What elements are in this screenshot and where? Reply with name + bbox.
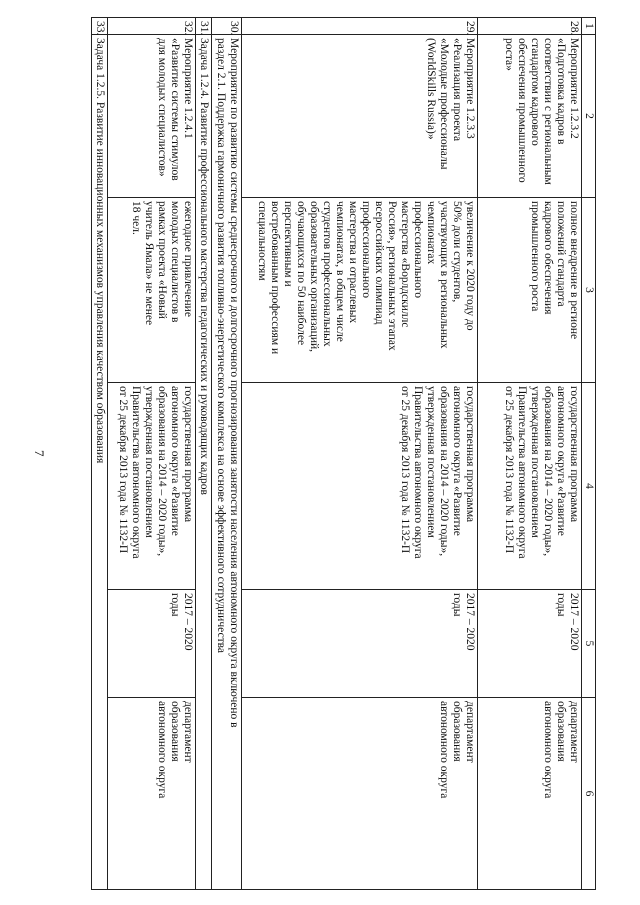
table-row: [108, 18, 196, 890]
expected-result: увеличение к 2020 году до 50% доли студентов, участвующих в региональных чемпионатах профессионального мастерства «Ворлдскиллс Россия», региональных этапах всероссийских олимпиад профессионального мастерства и отраслевых чемпионатах, в общем числе студентов профессиональных образовательных организаций, обучающихся по 50 наиболее перспективным и востребованным профессиям и специальностям: [242, 198, 478, 383]
measure-name: Мероприятие 1.2.3.3 «Реализация проекта «Молодые профессионалы (WorldSkills Russia)»: [242, 35, 478, 198]
measure-name: Мероприятие 1.2.3.2 «Подготовка кадров в соответствии с региональным стандартом кадрового обеспечения промышленного роста»: [478, 35, 582, 198]
header-cell: 1: [582, 18, 596, 35]
row-number: 28.: [478, 18, 582, 35]
row-number: 33.: [92, 18, 108, 35]
responsible-body: департамент образования автономного округа: [108, 698, 196, 890]
table-row: [212, 18, 242, 890]
table-header-row: [582, 18, 596, 890]
implementation-period: 2017 – 2020 годы: [108, 590, 196, 698]
rotated-table-area: [80, 17, 596, 889]
header-cell: 4: [582, 383, 596, 590]
table-row: [196, 18, 212, 890]
row-number: 30.: [212, 18, 242, 35]
responsible-body: департамент образования автономного округа: [478, 698, 582, 890]
row-number: 29.: [242, 18, 478, 35]
header-cell: 2: [582, 35, 596, 198]
header-cell: 3: [582, 198, 596, 383]
program-reference: государственная программа автономного округа «Развитие образования на 2014 – 2020 годы», утвержденная постановлением Правительства автономного округа от 25 декабря 2013 года № 1132-П: [108, 383, 196, 590]
program-reference: государственная программа автономного округа «Развитие образования на 2014 – 2020 годы», утвержденная постановлением Правительства автономного округа от 25 декабря 2013 года № 1132-П: [242, 383, 478, 590]
table-row: [478, 18, 582, 890]
implementation-period: 2017 – 2020 годы: [478, 590, 582, 698]
page-number: 7: [32, 450, 47, 457]
header-cell: 6: [582, 698, 596, 890]
row-number: 31.: [196, 18, 212, 35]
task-heading: Задача 1.2.4. Развитие профессионального мастерства педагогических и руководящих кадров: [196, 35, 212, 890]
implementation-period: 2017 – 2020 годы: [242, 590, 478, 698]
expected-result: полное внедрение в регионе положений стандарта кадрового обеспечения промышленного роста: [478, 198, 582, 383]
table-row: [92, 18, 108, 890]
section-note: Мероприятие по развитию системы среднесрочного и долгосрочного прогнозирования занятости населения автономного округа включено в раздел 2.1. Поддержка гармоничного развития топливно-энергетического комплекса на основе эффективного сотрудничества: [212, 35, 242, 890]
measure-name: Мероприятие 1.2.4.1 «Развитие системы стимулов для молодых специалистов»: [108, 35, 196, 198]
program-reference: государственная программа автономного округа «Развитие образования на 2014 – 2020 годы», утвержденная постановлением Правительства автономного округа от 25 декабря 2013 года № 1132-П: [478, 383, 582, 590]
table-row: [242, 18, 478, 890]
task-heading: Задача 1.2.5. Развитие инновационных механизмов управления качеством образования: [92, 35, 108, 890]
expected-result: ежегодное привлечение молодых специалистов в рамках проекта «Новый учитель Ямала» не менее 18 чел.: [108, 198, 196, 383]
row-number: 32.: [108, 18, 196, 35]
measures-table: [91, 17, 596, 890]
header-cell: 5: [582, 590, 596, 698]
responsible-body: департамент образования автономного округа: [242, 698, 478, 890]
